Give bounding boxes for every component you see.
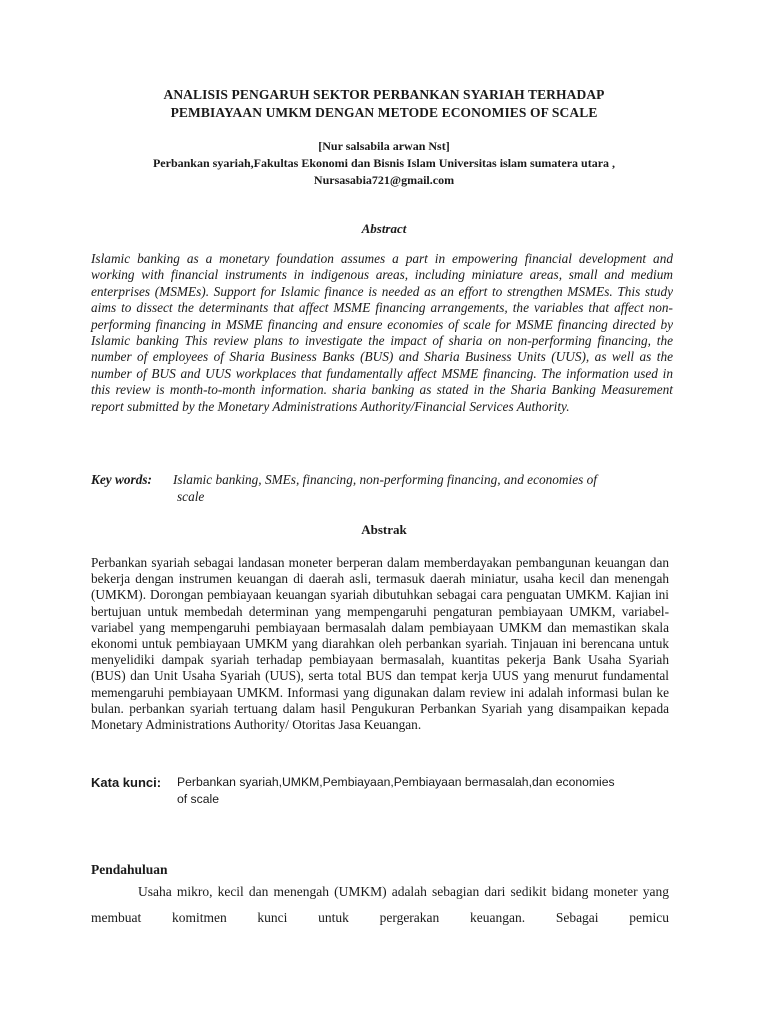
abstrak-text: Perbankan syariah sebagai landasan moneter berperan dalam memberdayakan pembangunan keuangan dan bekerja dengan instrumen keuangan di daerah asli, termasuk daerah miniatur, usaha kecil dan menengah (UMKM). Dorongan pembiayaan keuangan syariah dibutuhkan sebagai cara penguatan UMKM. Kajian ini bertujuan untuk membedah determinan yang mempengaruhi pengaturan pembiayaan UMKM, variabel-variabel yang mempengaruhi pembiayaan bermasalah dalam pembiayaan UMKM dan memastikan skala ekonomi untuk pembiayaan UMKM yang diarahkan oleh perbankan syariah. Tinjauan ini berencana untuk menyelidiki dampak syariah terhadap pembiayaan bermasalah, kuantitas pekerja Bank Usaha Syariah (BUS) dan Unit Usaha Syariah (UUS), serta total BUS dan tempat kerja UUS yang menurut fundamental memengaruhi pembiayaan UMKM. Informasi yang digunakan dalam review ini adalah informasi bulan ke bulan. perbankan syariah tertuang dalam hasil Pengukuran Perbankan Syariah yang disampaikan kepada Monetary Administrations Authority/ Otoritas Jasa Keuangan. [91,555,669,733]
author-affiliation: Perbankan syariah,Fakultas Ekonomi dan Bisnis Islam Universitas islam sumatera utara , [152,156,616,170]
introduction-heading: Pendahuluan [91,862,168,877]
keywords-label: Key words: [91,472,152,487]
keywords-text-continued: scale [177,488,205,504]
kata-kunci-label: Kata kunci: [91,775,162,790]
keywords-text: Islamic banking, SMEs, financing, non-performing financing, and economies of [173,472,597,487]
abstrak-heading: Abstrak [361,522,407,537]
author-name: [Nur salsabila arwan Nst] [318,139,450,153]
keywords-en [91,472,681,505]
paper-title [80,86,688,122]
author-block [60,138,708,189]
abstract-heading: Abstract [361,221,407,236]
introduction-text: Usaha mikro, kecil dan menengah (UMKM) adalah sebagian dari sedikit bidang moneter yang membuat komitmen kunci untuk pergerakan keuangan. Sebagai pemicu [91,884,669,925]
author-email: Nursasabia721@gmail.com [313,173,455,187]
title-line-2: PEMBIAYAAN UMKM DENGAN METODE ECONOMIES OF SCALE [170,105,598,120]
kata-kunci-text-continued: of scale [177,792,220,806]
kata-kunci-text: Perbankan syariah,UMKM,Pembiayaan,Pembiayaan bermasalah,dan economies [177,775,615,789]
abstract-en-text: Islamic banking as a monetary foundation assumes a part in empowering financial development and working with financial instruments in indigenous areas, including miniature areas, small and medium enterprises (MSMEs). Support for Islamic finance is needed as an effort to strengthen MSMEs. This study aims to dissect the determinants that affect MSME financing arrangements, the variables that affect non-performing financing in MSME financing and ensure economies of scale for MSME financing directed by Islamic banking This review plans to investigate the impact of sharia on non-performing financing, the number of employees of Sharia Business Banks (BUS) and Sharia Business Units (UUS), as well as the number of BUS and UUS workplaces that fundamentally affect MSME financing. The information used in this review is month-to-month information. sharia banking as stated in the Sharia Banking Measurement report submitted by the Monetary Administrations Authority/Financial Services Authority. [91,251,673,414]
kata-kunci [91,774,681,808]
title-line-1: ANALISIS PENGARUH SEKTOR PERBANKAN SYARIAH TERHADAP [163,87,605,102]
